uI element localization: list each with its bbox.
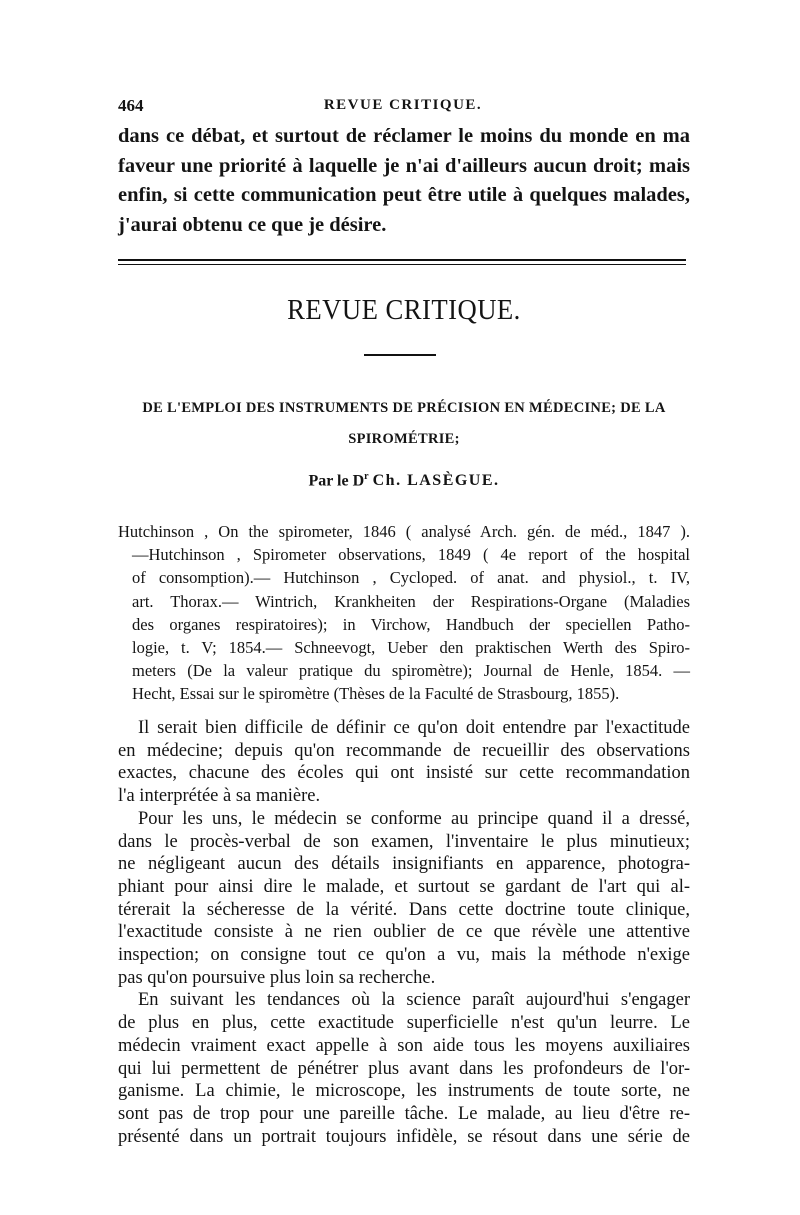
body-line: phiant pour ainsi dire le malade, et surtout se gardant de l'art qui al-: [118, 876, 690, 897]
body-line: ne négligeant aucun des détails insignifiants en apparence, photogra-: [118, 854, 690, 875]
running-head: [118, 96, 688, 120]
article-body: [118, 717, 690, 1148]
byline-prefix: Par le D: [308, 472, 365, 490]
body-line: sont pas de trop pour une pareille tâche. Le malade, au lieu d'être re-: [118, 1103, 690, 1124]
reference-line: meters (De la valeur pratique du spiromètre); Journal de Henle, 1854. —: [132, 661, 690, 681]
article-title-line: DE L'EMPLOI DES INSTRUMENTS DE PRÉCISION EN MÉDECINE; DE LA: [142, 400, 666, 416]
running-title: REVUE CRITIQUE.: [323, 97, 483, 113]
text-line: j'aurai obtenu ce que je désire.: [118, 213, 387, 236]
body-line: qui lui permettent de pénétrer plus avant dans les profondeurs de l'or-: [118, 1058, 690, 1079]
page-number: 464: [118, 96, 144, 115]
body-line: Il serait bien difficile de définir ce qu'on doit entendre par l'exactitude: [138, 718, 690, 738]
byline: [118, 471, 690, 490]
section-title: REVUE CRITIQUE.: [287, 294, 521, 326]
text-line: faveur une priorité à laquelle je n'ai d'ailleurs aucun droit; mais: [118, 154, 690, 177]
body-line: En suivant les tendances où la science paraît aujourd'hui s'engager: [138, 990, 690, 1011]
body-line: l'exactitude consiste à ne rien oublier de ce que révèle une attentive: [118, 922, 690, 943]
body-line: pas qu'on poursuive plus loin sa recherche.: [118, 967, 436, 988]
reference-line: of consomption).— Hutchinson , Cycloped. of anat. and physiol., t. IV,: [132, 568, 690, 588]
article-title-line: SPIROMÉTRIE;: [348, 431, 460, 447]
reference-line: art. Thorax.— Wintrich, Krankheiten der Respirations-Organe (Maladies: [132, 591, 690, 611]
body-line: exactes, chacune des écoles qui ont insisté sur cette recommandation: [118, 763, 690, 784]
body-line: dans le procès-verbal de son examen, l'inventaire le plus minutieux;: [118, 831, 690, 852]
reference-line: logie, t. V; 1854.— Schneevogt, Ueber den praktischen Werth des Spiro-: [132, 638, 690, 658]
body-line: Pour les uns, le médecin se conforme au principe quand il a dressé,: [138, 808, 690, 829]
body-line: en médecine; depuis qu'on recommande de recueillir des observations: [118, 740, 690, 761]
body-line: l'a interprétée à sa manière.: [118, 786, 321, 807]
reference-line: des organes respiratoires); in Virchow, Handbuch der speciellen Patho-: [132, 614, 690, 634]
text-line: enfin, si cette communication peut être utile à quelques malades,: [118, 184, 690, 206]
body-line: inspection; on consigne tout ce qu'on a vu, mais la méthode n'exige: [118, 945, 690, 966]
article-title: [118, 393, 690, 455]
previous-article-ending: [118, 122, 690, 240]
body-line: ganisme. La chimie, le microscope, les instruments de toute sorte, ne: [118, 1081, 690, 1102]
author-name: Ch. LASÈGUE.: [372, 472, 500, 490]
reference-line: Hecht, Essai sur le spiromètre (Thèses de la Faculté de Strasbourg, 1855).: [132, 684, 620, 704]
body-line: térerait la sécheresse de la vérité. Dans cette doctrine toute clinique,: [118, 899, 690, 920]
title-rule: [364, 354, 436, 356]
section-divider: [118, 259, 686, 265]
references: [118, 520, 690, 706]
body-line: médecin vraiment exact appelle à son aide tous les moyens auxiliaires: [118, 1035, 690, 1056]
byline-sup: r: [364, 471, 369, 482]
body-line: de plus en plus, cette exactitude superficielle n'est qu'un leurre. Le: [118, 1013, 690, 1034]
text-line: dans ce débat, et surtout de réclamer le moins du monde en ma: [118, 125, 690, 147]
reference-line: —Hutchinson , Spirometer observations, 1849 ( 4e report of the hospital: [132, 545, 690, 565]
reference-line: Hutchinson , On the spirometer, 1846 ( analysé Arch. gén. de méd., 1847 ).: [118, 522, 690, 541]
body-line: présenté dans un portrait toujours infidèle, se résout dans une série de: [118, 1126, 690, 1147]
